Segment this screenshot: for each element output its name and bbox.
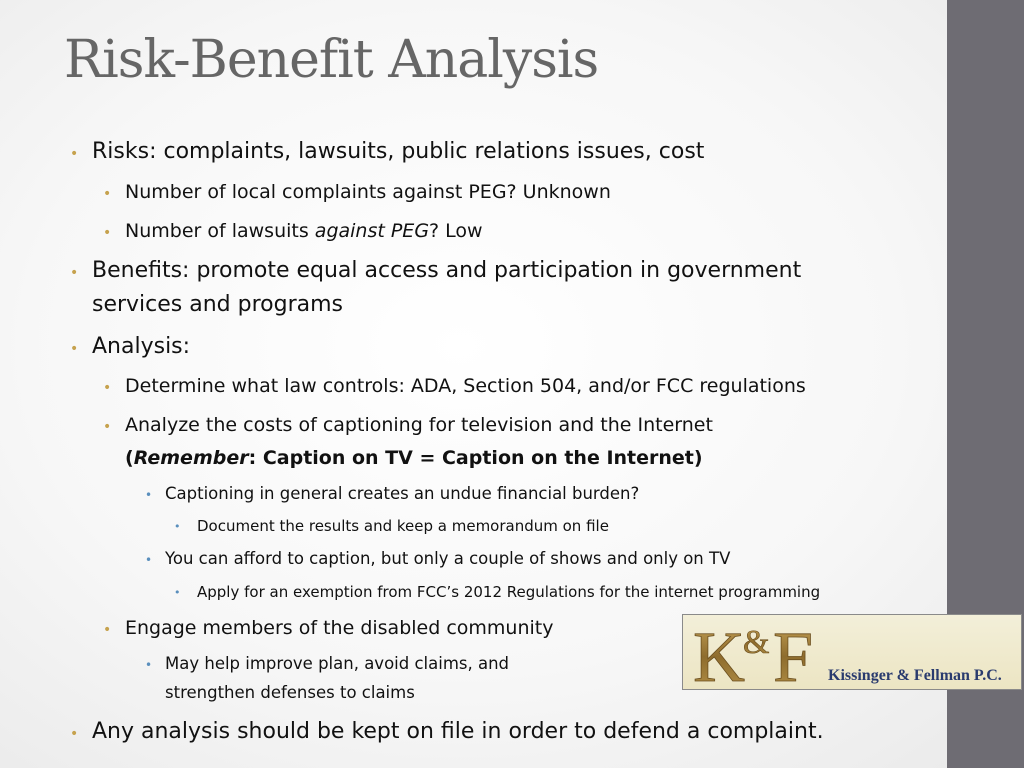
bullet-dot: • <box>70 726 79 742</box>
remember-open: ( <box>125 447 134 469</box>
bullet-afford-caption: You can afford to caption, but only a couple of shows and only on TV <box>165 549 731 568</box>
bullet-dot: • <box>145 658 153 672</box>
remember-word: Remember <box>133 447 249 469</box>
bullet-may-help-line1: May help improve plan, avoid claims, and <box>165 654 510 673</box>
slide-title: Risk-Benefit Analysis <box>64 30 599 90</box>
bullet-dot: • <box>70 265 79 281</box>
bullet-lawsuits <box>125 220 483 242</box>
bullet-dot: • <box>103 419 112 435</box>
bullet-dot: • <box>174 520 181 533</box>
bullet-dot: • <box>103 622 112 638</box>
lawsuits-suffix: ? Low <box>429 220 483 242</box>
bullet-document-results: Document the results and keep a memorandum on file <box>197 517 609 535</box>
kf-monogram <box>691 617 831 689</box>
bullet-keep-on-file: Any analysis should be kept on file in order to defend a complaint. <box>92 719 824 744</box>
bullet-dot: • <box>70 146 79 162</box>
bullet-dot: • <box>103 380 112 396</box>
bullet-dot: • <box>70 341 79 357</box>
bullet-remember <box>125 447 703 469</box>
remember-rest: : Caption on TV = Caption on the Internet) <box>248 447 703 469</box>
firm-logo <box>682 614 1022 690</box>
lawsuits-italic: against PEG <box>314 220 430 242</box>
bullet-may-help-line2: strengthen defenses to claims <box>165 683 415 702</box>
bullet-local-complaints: Number of local complaints against PEG? Unknown <box>125 181 611 203</box>
bullet-analyze-costs: Analyze the costs of captioning for television and the Internet <box>125 414 713 436</box>
bullet-risks: Risks: complaints, lawsuits, public relations issues, cost <box>92 139 705 164</box>
bullet-dot: • <box>145 488 153 502</box>
bullet-benefits-line1: Benefits: promote equal access and participation in government <box>92 258 802 283</box>
bullet-apply-exemption: Apply for an exemption from FCC’s 2012 Regulations for the internet programming <box>197 583 821 601</box>
bullet-dot: • <box>103 225 112 241</box>
bullet-dot: • <box>174 586 181 599</box>
bullet-determine-law: Determine what law controls: ADA, Section 504, and/or FCC regulations <box>125 375 806 397</box>
monogram-f: F <box>773 617 814 689</box>
monogram-amp: & <box>743 624 770 661</box>
bullet-engage-members: Engage members of the disabled community <box>125 617 554 639</box>
bullet-analysis: Analysis: <box>92 334 191 359</box>
lawsuits-prefix: Number of lawsuits <box>125 220 315 242</box>
bullet-undue-burden: Captioning in general creates an undue financial burden? <box>165 484 640 503</box>
firm-name: Kissinger & Fellman P.C. <box>828 667 1002 684</box>
bullet-dot: • <box>103 186 112 202</box>
bullet-benefits-line2: services and programs <box>92 292 344 317</box>
bullet-dot: • <box>145 553 153 567</box>
monogram-k: K <box>693 617 745 689</box>
